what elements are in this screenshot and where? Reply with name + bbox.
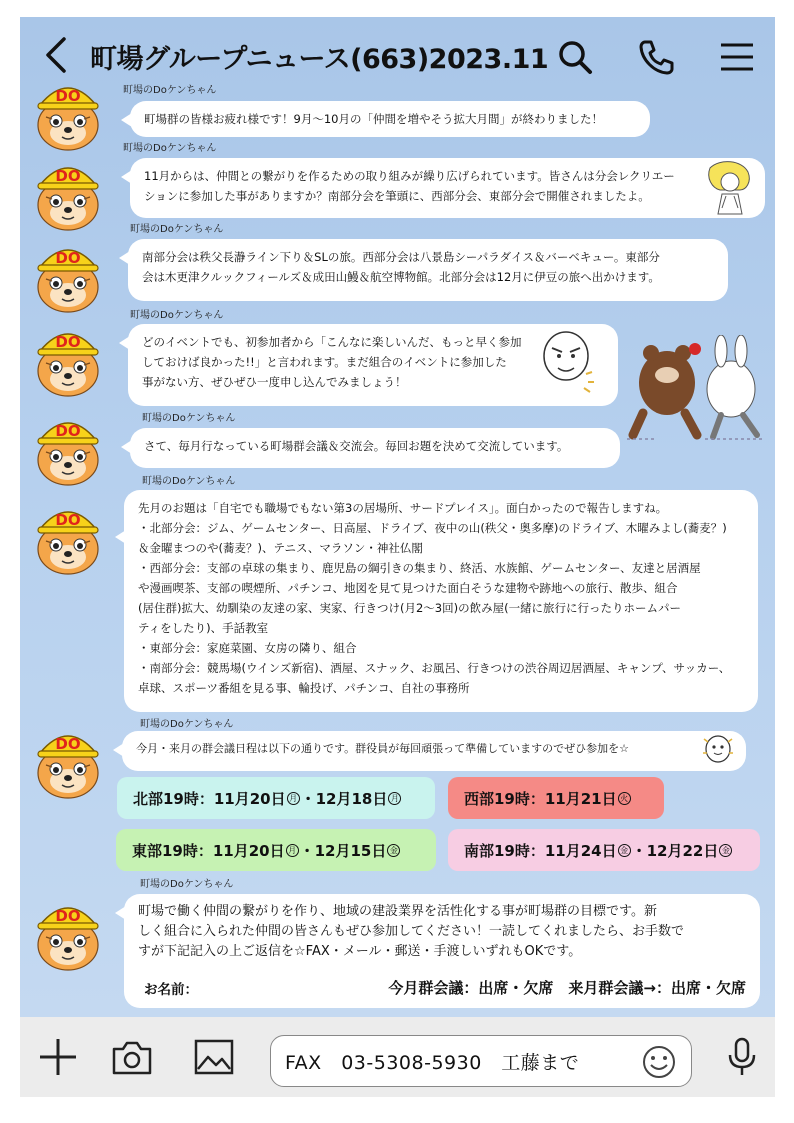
- search-icon[interactable]: [555, 37, 595, 77]
- microphone-icon[interactable]: [720, 1035, 764, 1079]
- weekday-badge: 月: [388, 792, 401, 805]
- schedule-north: [117, 777, 435, 819]
- dog-mascot-icon: [32, 239, 104, 315]
- menu-icon[interactable]: [717, 37, 757, 77]
- avatar[interactable]: [32, 239, 104, 315]
- bear-and-bunny-sticker-icon: [625, 335, 775, 443]
- avatar[interactable]: [32, 501, 104, 577]
- svg-text:DO: DO: [55, 333, 81, 351]
- message-text: ・南部分会：競馬場(ウインズ新宿)、酒屋、スナック、お風呂、行きつけの渋谷周辺居酒屋、キャンプ、サッカー、: [138, 661, 731, 675]
- sender-name: 町場のDoケンちゃん: [140, 719, 234, 730]
- camera-icon[interactable]: [110, 1035, 154, 1079]
- dog-mascot-icon: [32, 725, 104, 801]
- message-text: ションに参加した事がありますか？南部分会を筆頭に、西部分会、東部分会で開催されましたよ。: [144, 189, 650, 203]
- schedule-text: 南部19時：11月24日: [464, 841, 617, 860]
- avatar[interactable]: [32, 77, 104, 153]
- message-text: ・西部分会：支部の卓球の集まり、鹿児島の綱引きの集まり、終活、水族館、ゲームセンター、友達と居酒屋: [138, 561, 701, 575]
- svg-text:DO: DO: [55, 167, 81, 185]
- name-label: お名前：: [144, 982, 198, 998]
- schedule-text: 西部19時：11月21日: [464, 789, 617, 808]
- message-bubble: [130, 428, 620, 468]
- schedule-text: 北部19時：11月20日: [133, 789, 286, 808]
- avatar[interactable]: [32, 323, 104, 399]
- message-text: ティをしたり)、手話教室: [138, 621, 269, 635]
- schedule-south: [448, 829, 760, 871]
- dog-mascot-icon: [32, 501, 104, 577]
- sender-name: 町場のDoケンちゃん: [142, 476, 236, 487]
- message-text: しく組合に入られた仲間の皆さんもぜひ参加してください！一読してくれましたら、お手数で: [138, 924, 685, 939]
- message-text: 町場で働く仲間の繋がりを作り、地域の建設業界を活性化する事が町場群の目標です。新: [138, 904, 657, 919]
- message-text: 11月からは、仲間との繋がりを作るための取り組みが繰り広げられています。皆さんは分会レクリエー: [144, 169, 675, 183]
- sender-name: 町場のDoケンちゃん: [130, 310, 224, 321]
- weekday-badge: 火: [618, 792, 631, 805]
- schedule-text: ・12月18日: [300, 789, 388, 808]
- svg-text:DO: DO: [55, 735, 81, 753]
- svg-text:DO: DO: [55, 249, 81, 267]
- schedule-text: ・12月22日: [631, 841, 719, 860]
- image-icon[interactable]: [192, 1035, 236, 1079]
- schedule-text: 東部19時：11月20日: [132, 841, 285, 860]
- message-bubble: [130, 101, 650, 137]
- message-text: 今月・来月の群会議日程は以下の通りです。群役員が毎回頑張って準備していますのでぜひ参加を☆: [136, 742, 629, 755]
- input-bar: [20, 1017, 775, 1097]
- message-text: 先月のお題は「自宅でも職場でもない第3の居場所、サードプレイス」。面白かったので報告しますね。: [138, 501, 668, 515]
- dog-mascot-icon: [32, 323, 104, 399]
- message-bubble: [124, 490, 758, 712]
- smug-face-sticker-icon: [538, 328, 598, 396]
- message-text: 卓球、スポーツ番組を見る事、輪投げ、パチンコ、自社の事務所: [138, 681, 470, 695]
- message-text: 町場群の皆様お疲れ様です！9月～10月の「仲間を増やそう拡大月間」が終わりました！: [144, 112, 603, 126]
- message-text: すが下記記入の上ご返信を☆FAX・メール・郵送・手渡しいずれもOKです。: [138, 944, 582, 959]
- weekday-badge: 月: [286, 844, 299, 857]
- chat-title: 町場グループニュース(663)2023.11: [90, 44, 549, 75]
- sender-name: 町場のDoケンちゃん: [123, 143, 217, 154]
- avatar[interactable]: [32, 157, 104, 233]
- girl-sticker-icon: [700, 160, 758, 216]
- schedule-text: ・12月15日: [299, 841, 387, 860]
- message-text: 事がない方、ぜひぜひ一度申し込んでみましょう！: [142, 375, 407, 389]
- message-input-text: FAX 03-5308-5930 工藤まで: [285, 1052, 580, 1074]
- schedule-west: [448, 777, 664, 819]
- avatar[interactable]: [32, 725, 104, 801]
- dog-mascot-icon: [32, 157, 104, 233]
- svg-text:DO: DO: [55, 907, 81, 925]
- weekday-badge: 金: [618, 844, 631, 857]
- message-bubble: [128, 239, 728, 301]
- message-bubble: [130, 158, 765, 218]
- message-text: ・北部分会：ジム、ゲームセンター、日高屋、ドライブ、夜中の山(秩父・奥多摩)のドライブ、木曜みよし(蕎麦？): [138, 521, 727, 535]
- sender-name: 町場のDoケンちゃん: [140, 879, 234, 890]
- dog-mascot-icon: [32, 897, 104, 973]
- sender-name: 町場のDoケンちゃん: [142, 413, 236, 424]
- svg-text:DO: DO: [55, 422, 81, 440]
- svg-text:DO: DO: [55, 511, 81, 529]
- chevron-left-icon[interactable]: [42, 35, 72, 75]
- dog-mascot-icon: [32, 412, 104, 488]
- phone-icon[interactable]: [636, 37, 676, 77]
- plus-icon[interactable]: [36, 1035, 80, 1079]
- ghost-sticker-icon: [700, 733, 736, 769]
- message-text: 会は木更津クルックフィールズ＆成田山鰻＆航空博物館。北部分会は12月に伊豆の旅へ出かけます。: [142, 270, 660, 284]
- message-text: (居住群)拡大、幼馴染の友達の家、実家、行きつけ(月2～3回)の飲み屋(一緒に旅行に行ったりホームパー: [138, 601, 682, 615]
- attendance-options: 今月群会議：出席・欠席 来月群会議→：出席・欠席: [388, 979, 746, 997]
- avatar[interactable]: [32, 897, 104, 973]
- schedule-east: [116, 829, 436, 871]
- message-text: しておけば良かった!!」と言われます。まだ組合のイベントに参加した: [142, 355, 507, 369]
- smiley-icon[interactable]: [641, 1044, 677, 1080]
- avatar[interactable]: [32, 412, 104, 488]
- dog-mascot-icon: [32, 77, 104, 153]
- message-text: ・東部分会：家庭菜園、女房の隣り、組合: [138, 641, 357, 655]
- message-input[interactable]: [270, 1035, 692, 1087]
- chat-screen: [20, 17, 775, 1017]
- message-bubble: [124, 894, 760, 1008]
- sender-name: 町場のDoケンちゃん: [123, 85, 217, 96]
- message-text: 南部分会は秩父長瀞ライン下り＆SLの旅。西部分会は八景島シーパラダイス＆バーベキュー。東部分: [142, 250, 660, 264]
- message-text: さて、毎月行なっている町場群会議＆交流会。毎回お題を決めて交流しています。: [144, 439, 569, 453]
- weekday-badge: 月: [287, 792, 300, 805]
- svg-text:DO: DO: [55, 87, 81, 105]
- message-text: や漫画喫茶、支部の喫煙所、パチンコ、地図を見て見つけた面白そうな建物や跡地への旅行、散歩、組合: [138, 581, 678, 595]
- message-text: ＆金曜まつのや(蕎麦？)、テニス、マラソン・神社仏閣: [138, 541, 423, 555]
- weekday-badge: 金: [387, 844, 400, 857]
- sender-name: 町場のDoケンちゃん: [130, 224, 224, 235]
- weekday-badge: 金: [719, 844, 732, 857]
- message-bubble: [128, 324, 618, 406]
- message-bubble: [122, 731, 746, 771]
- message-text: どのイベントでも、初参加者から「こんなに楽しいんだ、もっと早く参加: [142, 335, 522, 349]
